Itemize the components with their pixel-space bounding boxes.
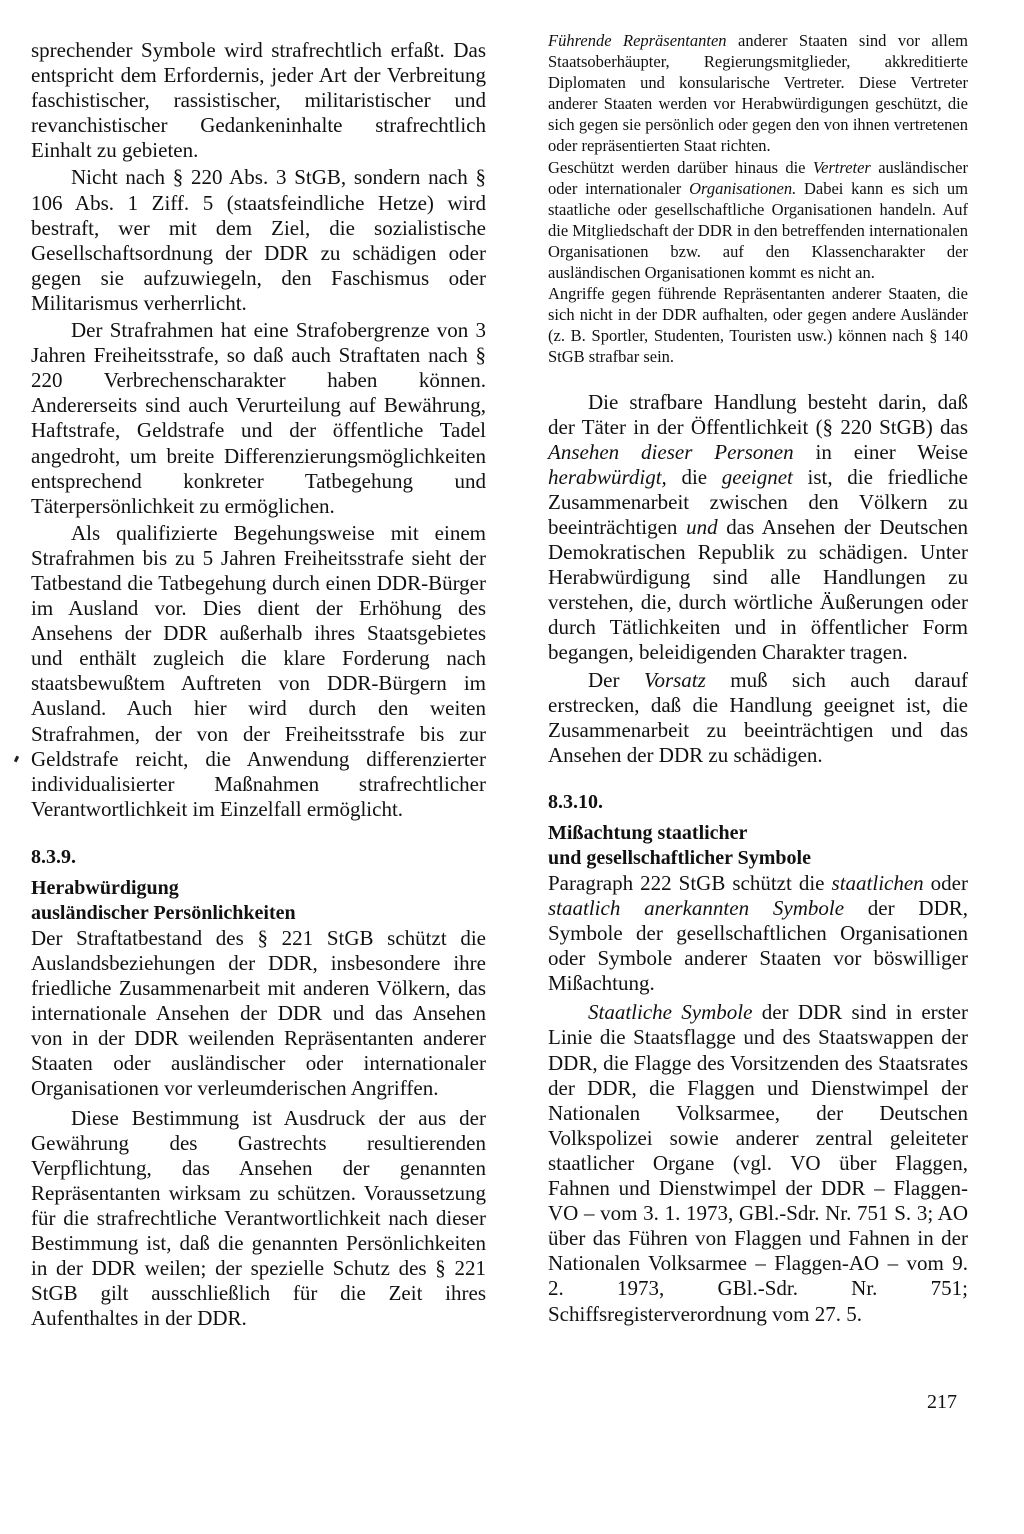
emphasis: geeignet [721, 464, 793, 489]
section-number: 8.3.9. [31, 845, 76, 868]
text-run: oder [923, 870, 968, 895]
paragraph: Der Strafrahmen hat eine Strafobergrenze von 3 Jahren Freiheitsstrafe, so daß auch Straftaten nach § 220 Verbrechenscharakter haben können. Andererseits sind auch Verurteilung auf Bewährung, Haftstrafe, Geldstrafe und der öffentliche Tadel angedroht, um breite Differenzierungsmöglichkeiten entsprechend konkreter Tatbegehung und Täterpersönlichkeit zu ermöglichen. [31, 318, 486, 518]
text-run: ausländischer oder internationaler [548, 157, 968, 198]
emphasis: Organisationen. [689, 178, 797, 198]
emphasis: Vertreter [812, 157, 871, 177]
text-run: der DDR, Symbole der gesellschaftlichen Organisationen oder Symbole anderer Staaten vor böswilliger Mißachtung. [548, 896, 968, 996]
emphasis: staatlich anerkannten Symbole [548, 896, 845, 920]
page-number: 217 [927, 1391, 957, 1413]
text-run: Der [588, 667, 644, 692]
paragraph: Als qualifizierte Begehungsweise mit einem Strafrahmen bis zu 5 Jahren Freiheitsstrafe sieht der Tatbestand die Tatbegehung durch einen DDR-Bürger im Ausland vor. Dies dient der Erhöhung des Ansehens der DDR außerhalb ihres Staatsgebietes und enthält zugleich die klare Forderung nach staatsbewußtem Auftreten von DDR-Bürgern im Ausland. Auch hier wird durch den weiten Strafrahmen, der von der Freiheitsstrafe bis zur Geldstrafe reicht, die Anwendung differenzierter individualisierter Maßnahmen strafrechtlicher Verantwortlichkeit im Einzelfall ermöglicht. [31, 520, 486, 821]
paragraph [548, 871, 968, 996]
paragraph: Der Straftatbestand des § 221 StGB schützt die Auslandsbeziehungen der DDR, insbesondere ihre friedliche Zusammenarbeit mit anderen Völkern, das internationale Ansehen der DDR und das Ansehen von in der DDR weilenden Repräsentanten anderer Staaten oder ausländischer oder internationaler Organisationen vor verleumderischen Angriffen. [31, 925, 486, 1101]
section-heading-8-3-10 [548, 790, 968, 871]
text-run: das Ansehen der Deutschen Demokratischen Republik zu schädigen. Unter Herabwürdigung sind alle Handlungen zu verstehen, die, durch wörtliche Äußerungen oder durch Tätlichkeiten und in öffentlicher Form begangen, beleidigenden Charakter tragen. [548, 514, 969, 665]
section-title-line-2: und gesellschaftlicher Symbole [548, 846, 811, 869]
section-heading-8-3-9 [31, 845, 486, 926]
note-paragraph: Angriffe gegen führende Repräsentanten anderer Staaten, die sich nicht in der DDR aufhalten, oder gegen andere Ausländer (z. B. Sportler, Studenten, Touristen usw.) können nach § 140 StGB strafbar sein. [548, 284, 968, 367]
emphasis: Ansehen dieser Personen [548, 439, 794, 464]
section-title-line-1: Herabwürdigung [31, 876, 179, 899]
note-paragraph [548, 30, 968, 157]
text-run: muß sich auch darauf erstrecken, daß die Handlung geeignet ist, die Zusammenarbeit zu beeinträchtigen und das Ansehen der DDR zu schädigen. [548, 667, 969, 767]
paragraph [548, 668, 968, 768]
text-run: Geschützt werden darüber hinaus die [548, 157, 813, 177]
paragraph: Diese Bestimmung ist Ausdruck der aus der Gewährung des Gastrechts resultierenden Verpflichtung, das Ansehen der genannten Repräsentanten wirksam zu schützen. Voraussetzung für die strafrechtliche Verantwortlichkeit nach dieser Bestimmung ist, daß die genannten Persönlichkeiten in der DDR weilen; der spezielle Schutz des § 221 StGB gilt ausschließlich für die Zeit ihres Aufenthaltes in der DDR. [31, 1105, 486, 1331]
text-run: Dabei kann es sich um staatliche oder gesellschaftliche Organisationen handeln. Auf die Mitgliedschaft der DDR in den betreffenden internationalen Organisationen bzw. auf den Klassencharakter der ausländischen Organisationen kommt es nicht an. [548, 178, 968, 283]
left-column [31, 38, 486, 1331]
note-paragraph [548, 157, 968, 284]
section-title-line-2: ausländischer Persönlichkeiten [31, 901, 296, 924]
paragraph: Nicht nach § 220 Abs. 3 StGB, sondern nach § 106 Abs. 1 Ziff. 5 (staatsfeindliche Hetze) wird bestraft, wer mit dem Ziel, die sozialistische Gesellschaftsordnung der DDR zu schädigen oder gegen sie aufzuwiegeln, den Faschismus oder Militarismus verherrlicht. [31, 165, 486, 315]
section-title-line-1: Mißachtung staatlicher [548, 821, 748, 844]
emphasis: herabwürdigt, [548, 464, 667, 489]
emphasis: und [686, 514, 718, 539]
emphasis: staatlichen [831, 870, 924, 895]
text-run: die [666, 464, 722, 489]
paragraph [548, 1000, 968, 1326]
text-run: in einer Weise [793, 439, 968, 464]
text-run: Paragraph 222 StGB schützt die [548, 870, 832, 895]
text-run: anderer Staaten sind vor allem Staatsoberhäupter, Regierungsmitglieder, akkreditierte Diplomaten und konsularische Vertreter. Diese Vertreter anderer Staaten werden vor Herabwürdigungen geschützt, die sich gegen sie persönlich oder gegen den von ihnen vertretenen oder repräsentierten Staat richten. [548, 31, 968, 156]
text-run: der DDR sind in erster Linie die Staatsflagge und des Staatswappen der DDR, die Flagge des Vorsitzenden des Staatsrates der DDR, die Flaggen und Dienstwimpel der Nationalen Volksarmee, der Deutschen Volkspolizei sowie anderer zentral geleiteter staatlicher Organe (vgl. VO über Flaggen, Fahnen und Dienstwimpel der DDR – Flaggen-VO – vom 3. 1. 1973, GBl.-Sdr. Nr. 751 S. 3; AO über das Führen von Flaggen und Fahnen in der Nationalen Volksarmee – Flaggen-AO – vom 9. 2. 1973, GBl.-Sdr. Nr. 751; Schiffsregisterverordnung vom 27. 5. [548, 1000, 968, 1326]
paragraph [548, 390, 968, 666]
margin-mark [14, 756, 19, 763]
emphasis: Vorsatz [643, 667, 706, 692]
section-number: 8.3.10. [548, 790, 603, 813]
paragraph: sprechender Symbole wird strafrechtlich erfaßt. Das entspricht dem Erfordernis, jeder Art der Verbreitung faschistischer, rassistischer, militaristischer und revanchistischer Gedankeninhalte strafrechtlich Einhalt zu gebieten. [31, 38, 486, 163]
emphasis: Führende Repräsentanten [548, 31, 727, 50]
text-run: Die strafbare Handlung besteht darin, daß der Täter in der Öffentlichkeit (§ 220 StGB) das [548, 389, 968, 439]
right-column [548, 30, 968, 1327]
emphasis: Staatliche Symbole [588, 1000, 753, 1025]
text-run: ist, die friedliche Zusammenarbeit zwischen den Völkern zu beeinträchtigen [548, 464, 969, 539]
